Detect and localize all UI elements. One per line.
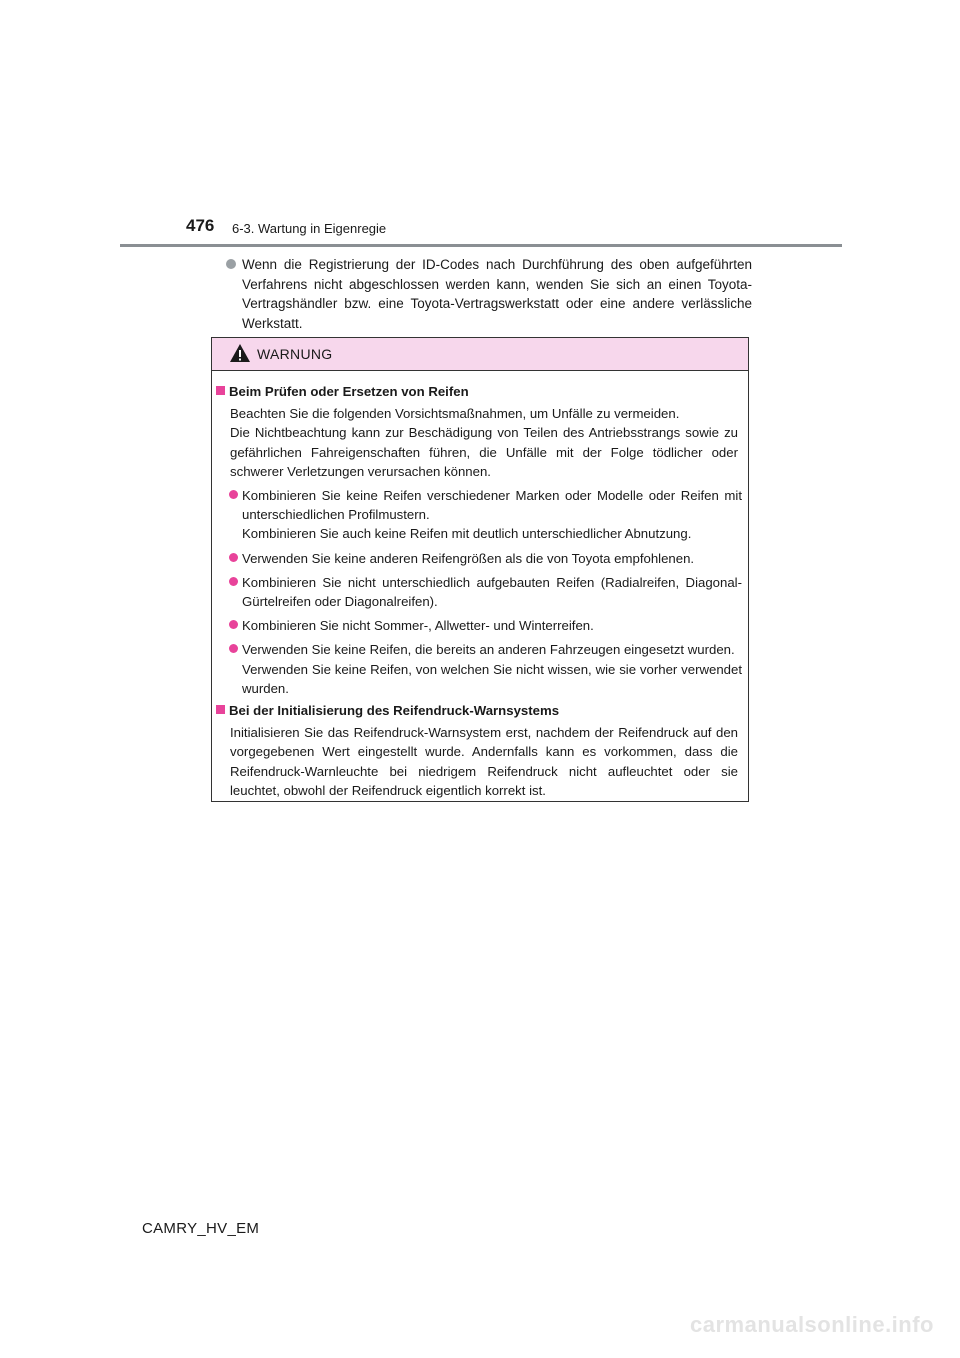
list-item-text: Kombinieren Sie keine Reifen verschiedener Marken oder Modelle oder Reifen mit unterschiedlichen Profilmustern. xyxy=(242,488,742,523)
section-heading-tires xyxy=(212,382,742,401)
list-item-text: Verwenden Sie keine Reifen, die bereits an anderen Fahrzeugen eingesetzt wurden. xyxy=(242,642,735,658)
warning-header xyxy=(212,338,748,371)
intro-bullet xyxy=(226,255,752,333)
warning-box xyxy=(211,337,749,802)
circle-bullet-icon xyxy=(229,553,238,562)
list-item-text: Kombinieren Sie nicht unterschiedlich aufgebauten Reifen (Radialreifen, Diagonal-Gürtelreifen oder Diagonalreifen). xyxy=(242,574,742,610)
paragraph-line: Die Nichtbeachtung kann zur Beschädigung von Teilen des Antriebsstrangs sowie zu gefährlichen Fahreigenschaften führen, die Unfälle mit der Folge tödlicher oder schwerer Verletzungen verursachen können. xyxy=(230,425,738,479)
square-bullet-icon xyxy=(216,705,225,714)
circle-bullet-icon xyxy=(229,644,238,653)
circle-bullet-icon xyxy=(226,259,236,269)
warning-triangle-icon xyxy=(229,343,251,363)
paragraph-line: Beachten Sie die folgenden Vorsichtsmaßnahmen, um Unfälle zu vermeiden. xyxy=(230,406,680,422)
watermark: carmanualsonline.info xyxy=(690,1312,934,1337)
warning-body xyxy=(212,371,748,800)
circle-bullet-icon xyxy=(229,577,238,586)
list-item-text: Kombinieren Sie nicht Sommer-, Allwetter- und Winterreifen. xyxy=(242,618,594,634)
list-item-text: Kombinieren Sie auch keine Reifen mit deutlich unterschiedlicher Abnutzung. xyxy=(242,526,692,542)
section-title: 6-3. Wartung in Eigenregie xyxy=(232,221,387,236)
section-heading-tpws xyxy=(212,701,742,720)
list-item-text: Verwenden Sie keine Reifen, von welchen Sie nicht wissen, wie sie vorher verwendet wurden. xyxy=(242,661,742,696)
list-item xyxy=(212,573,742,611)
paragraph xyxy=(212,723,742,800)
circle-bullet-icon xyxy=(229,490,238,499)
list-item xyxy=(212,486,742,544)
circle-bullet-icon xyxy=(229,620,238,629)
document-code: CAMRY_HV_EM xyxy=(142,1220,260,1237)
intro-text: Wenn die Registrierung der ID-Codes nach Durchführung des oben aufgeführten Verfahrens nicht abgeschlossen werden kann, wenden Sie sich an einen Toyota-Vertragshändler bzw. eine Toyota-Vertragswerkstatt oder eine andere verlässliche Werkstatt. xyxy=(242,257,752,331)
warning-title: WARNUNG xyxy=(257,346,333,362)
section-heading-text: Bei der Initialisierung des Reifendruck-Warnsystems xyxy=(229,703,560,719)
square-bullet-icon xyxy=(216,386,225,395)
intro-note xyxy=(226,255,752,333)
list-item-text: Verwenden Sie keine anderen Reifengrößen als die von Toyota empfohlenen. xyxy=(242,550,695,566)
list-item xyxy=(212,616,742,635)
paragraph-line: Initialisieren Sie das Reifendruck-Warnsystem erst, nachdem der Reifendruck auf den vorgegebenen Wert eingestellt wurde. Andernfalls kann es vorkommen, dass die Reifendruck-Warnleuchte bei niedrigem Reifendruck nicht aufleuchtet oder sie leuchtet, obwohl der Reifendruck eigentlich korrekt ist. xyxy=(230,725,738,798)
list-item xyxy=(212,640,742,698)
list-item xyxy=(212,549,742,568)
section-heading-text: Beim Prüfen oder Ersetzen von Reifen xyxy=(229,384,469,399)
page-number: 476 xyxy=(186,216,215,235)
paragraph xyxy=(212,404,742,481)
header-divider xyxy=(120,244,842,247)
